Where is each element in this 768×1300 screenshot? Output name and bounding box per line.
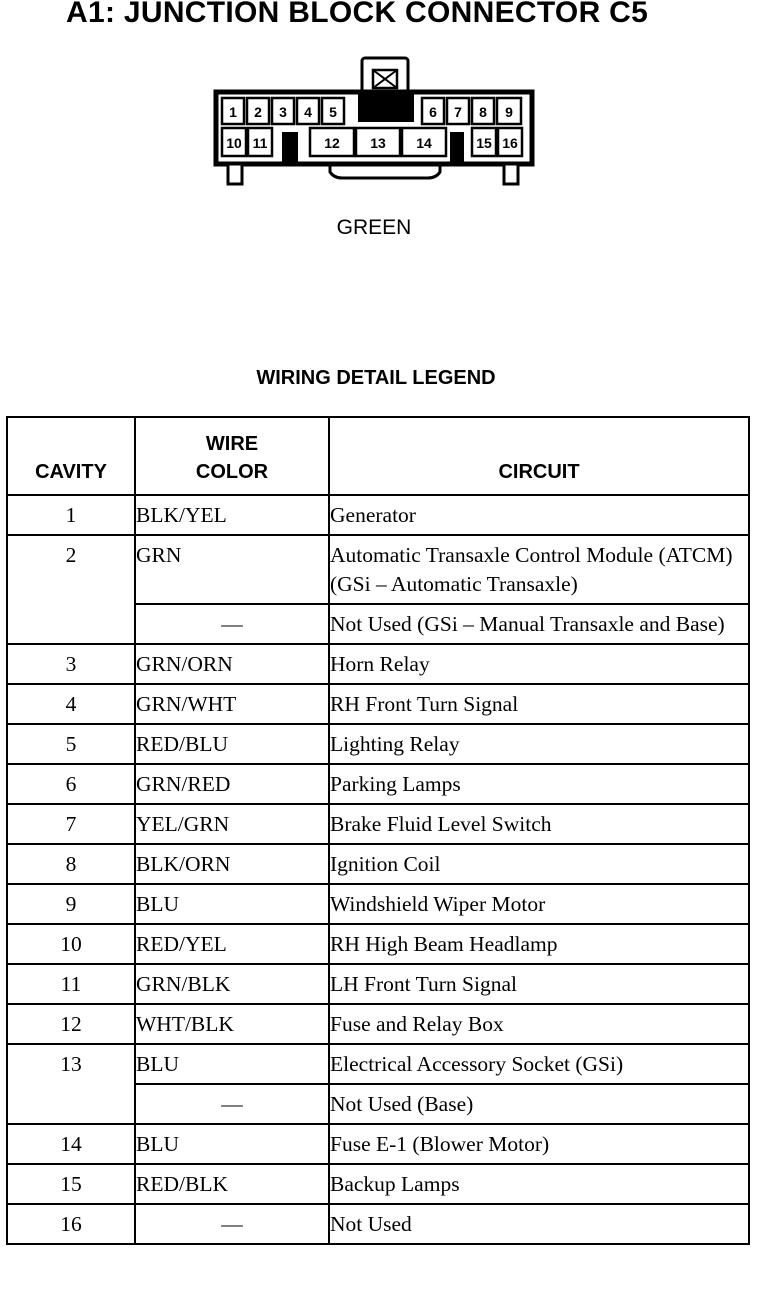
cavity-cell: 6 [7, 764, 135, 804]
circuit-cell: Backup Lamps [329, 1164, 749, 1204]
cavity-cell: 5 [7, 724, 135, 764]
pin-label: 4 [304, 104, 312, 120]
circuit-cell: RH High Beam Headlamp [329, 924, 749, 964]
header-wire-line1: WIRE [205, 433, 259, 455]
connector-diagram [210, 52, 540, 192]
header-wire-color [135, 417, 329, 495]
cavity-cell: 10 [7, 924, 135, 964]
wire-color-cell: GRN/ORN [135, 644, 329, 684]
cavity-cell: 1 [7, 495, 135, 535]
wire-color-cell: — [135, 1204, 329, 1244]
circuit-cell: Generator [329, 495, 749, 535]
connector-face-drawing [210, 52, 540, 192]
wire-color-cell: WHT/BLK [135, 1004, 329, 1044]
table-row [7, 1124, 749, 1164]
cavity-cell: 7 [7, 804, 135, 844]
table-row [7, 535, 749, 604]
legend-title: WIRING DETAIL LEGEND [256, 367, 496, 389]
table-row [7, 1044, 749, 1084]
circuit-cell: Not Used (Base) [329, 1084, 749, 1124]
connector-color-label: GREEN [336, 216, 412, 239]
pin-label: 15 [476, 135, 492, 151]
wire-color-cell: YEL/GRN [135, 804, 329, 844]
circuit-cell: Not Used [329, 1204, 749, 1244]
cavity-cell: 9 [7, 884, 135, 924]
circuit-note: (GSi – Automatic Transaxle) [330, 572, 578, 596]
pin-label: 1 [229, 104, 237, 120]
page-title: A1: JUNCTION BLOCK CONNECTOR C5 [66, 0, 649, 29]
header-wire-line2: COLOR [195, 461, 269, 483]
table-row [7, 844, 749, 884]
pin-label: 3 [279, 104, 287, 120]
circuit-cell: RH Front Turn Signal [329, 684, 749, 724]
pin-label: 10 [226, 135, 242, 151]
table-row [7, 495, 749, 535]
pin-label: 2 [254, 104, 262, 120]
cavity-cell: 14 [7, 1124, 135, 1164]
pin-label: 14 [416, 135, 432, 151]
circuit-cell: Ignition Coil [329, 844, 749, 884]
pin-label: 9 [505, 104, 513, 120]
pin-label: 8 [479, 104, 487, 120]
circuit-cell: Lighting Relay [329, 724, 749, 764]
wire-color-cell: — [135, 604, 329, 644]
header-cavity: CAVITY [7, 417, 135, 495]
cavity-cell: 12 [7, 1004, 135, 1044]
cavity-cell: 4 [7, 684, 135, 724]
wire-color-cell: BLU [135, 884, 329, 924]
circuit-cell: LH Front Turn Signal [329, 964, 749, 1004]
pin-label: 11 [252, 135, 268, 151]
wiring-legend-table [6, 416, 750, 1245]
pin-label: 12 [324, 135, 340, 151]
circuit-cell: Fuse E-1 (Blower Motor) [329, 1124, 749, 1164]
cavity-cell: 8 [7, 844, 135, 884]
table-header-row [7, 417, 749, 495]
wire-color-cell: RED/YEL [135, 924, 329, 964]
wire-color-cell: — [135, 1084, 329, 1124]
pin-label: 6 [429, 104, 437, 120]
table-row [7, 764, 749, 804]
table-row [7, 804, 749, 844]
pin-label: 7 [454, 104, 462, 120]
wire-color-cell: GRN/RED [135, 764, 329, 804]
table-row [7, 924, 749, 964]
wire-color-cell: BLK/YEL [135, 495, 329, 535]
circuit-cell: Parking Lamps [329, 764, 749, 804]
table-row [7, 1204, 749, 1244]
cavity-cell: 3 [7, 644, 135, 684]
circuit-cell: Fuse and Relay Box [329, 1004, 749, 1044]
wire-color-cell: BLU [135, 1044, 329, 1084]
pin-label: 5 [329, 104, 337, 120]
table-row [7, 1004, 749, 1044]
wire-color-cell: GRN/WHT [135, 684, 329, 724]
pin-label: 13 [370, 135, 386, 151]
table-row [7, 964, 749, 1004]
wire-color-cell: RED/BLU [135, 724, 329, 764]
cavity-cell: 2 [7, 535, 135, 644]
table-row [7, 724, 749, 764]
cavity-cell: 16 [7, 1204, 135, 1244]
circuit-cell: Electrical Accessory Socket (GSi) [329, 1044, 749, 1084]
wire-color-cell: RED/BLK [135, 1164, 329, 1204]
cavity-cell: 15 [7, 1164, 135, 1204]
wire-color-cell: BLU [135, 1124, 329, 1164]
table-row [7, 684, 749, 724]
circuit-cell [329, 535, 749, 604]
circuit-cell: Brake Fluid Level Switch [329, 804, 749, 844]
wire-color-cell: GRN [135, 535, 329, 604]
cavity-cell: 13 [7, 1044, 135, 1124]
table-row [7, 644, 749, 684]
wire-color-cell: BLK/ORN [135, 844, 329, 884]
pin-label: 16 [502, 135, 518, 151]
table-row [7, 884, 749, 924]
circuit-cell: Windshield Wiper Motor [329, 884, 749, 924]
header-circuit: CIRCUIT [329, 417, 749, 495]
circuit-cell: Not Used (GSi – Manual Transaxle and Base) [329, 604, 749, 644]
cavity-cell: 11 [7, 964, 135, 1004]
circuit-text: Automatic Transaxle Control Module (ATCM) [330, 543, 733, 567]
circuit-cell: Horn Relay [329, 644, 749, 684]
table-row [7, 1164, 749, 1204]
wire-color-cell: GRN/BLK [135, 964, 329, 1004]
